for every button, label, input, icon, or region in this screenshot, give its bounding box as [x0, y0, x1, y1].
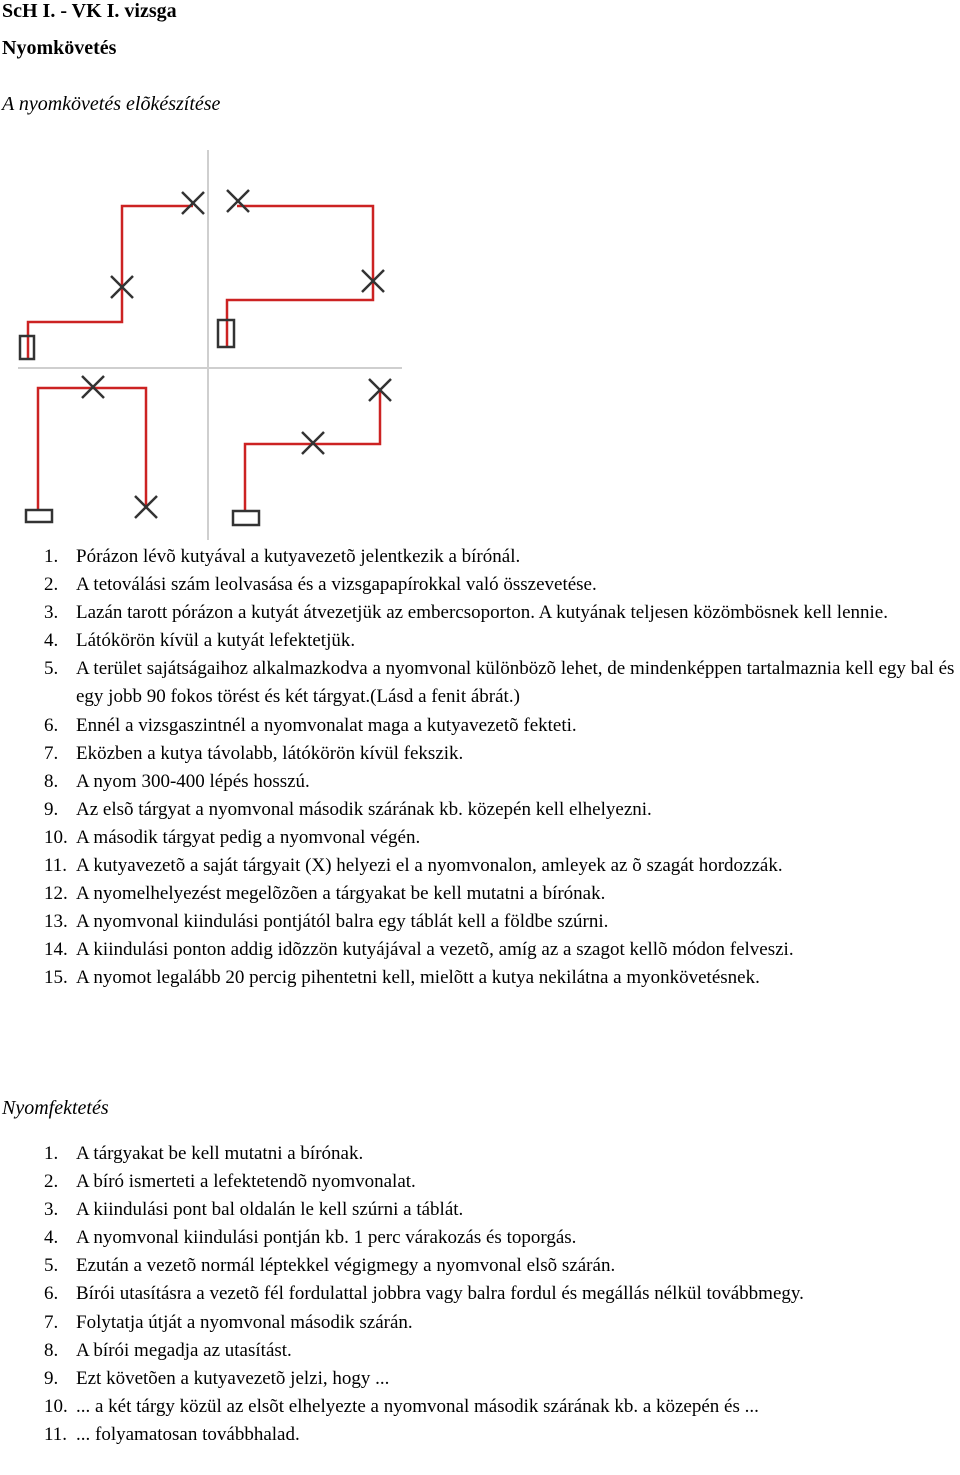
- track-diagram: [0, 140, 420, 540]
- start-sign-icon: [26, 510, 52, 522]
- section-heading-preparation: A nyomkövetés elõkészítése: [2, 93, 221, 115]
- list-item: 5. Ezután a vezetõ normál léptekkel végigmegy a nyomvonal elsõ szárán.: [44, 1255, 616, 1277]
- document-title: ScH I. - VK I. vizsga: [2, 0, 177, 22]
- list-item: 7. Folytatja útját a nyomvonal második szárán.: [44, 1311, 413, 1333]
- list-item: 3. Lazán tarott pórázon a kutyát átvezetjük az embercsoporton. A kutyának teljesen közömbösnek kell lennie.: [44, 602, 888, 624]
- list-item: 10. A második tárgyat pedig a nyomvonal végén.: [44, 826, 421, 848]
- list-item: 1. Pórázon lévõ kutyával a kutyavezetõ jelentkezik a bírónál.: [44, 546, 521, 567]
- list-item: 9. Ezt követõen a kutyavezetõ jelzi, hogy ...: [44, 1367, 390, 1389]
- list-item: 6. Bírói utasításra a vezetõ fél fordulattal jobbra vagy balra fordul és megállás nélkül továbbmegy.: [44, 1283, 804, 1305]
- list-item: 4. A nyomvonal kiindulási pontján kb. 1 perc várakozás és toporgás.: [44, 1227, 577, 1249]
- list-item: 8. A nyom 300-400 lépés hosszú.: [44, 770, 310, 792]
- list-item: 5. A terület sajátságaihoz alkalmazkodva a nyomvonal különbözõ lehet, de mindenképpen tartalmaznia kell egy bal és egy jobb 90 fokos törést és két tárgyat.(Lásd a fenit ábrát.): [44, 658, 955, 708]
- track-bottom-left: [38, 388, 146, 510]
- track-bottom-right: [245, 390, 380, 510]
- list-item: 14. A kiindulási ponton addig idõzzön kutyájával a vezetõ, amíg az a szagot kellõ módon felveszi.: [44, 939, 794, 961]
- track-top-right: [227, 206, 373, 346]
- list-item: 2. A bíró ismerteti a lefektetendõ nyomvonalat.: [44, 1171, 416, 1193]
- list-item: 11. A kutyavezetõ a saját tárgyait (X) helyezi el a nyomvonalon, amleyek az õ szagát hordozzák.: [44, 855, 783, 877]
- list-item: 8. A bírói megadja az utasítást.: [44, 1339, 292, 1361]
- list-item: 2. A tetoválási szám leolvasása és a vizsgapapírokkal való összevetése.: [44, 574, 597, 596]
- list-item: 9. Az elsõ tárgyat a nyomvonal második szárának kb. közepén kell elhelyezni.: [44, 798, 652, 820]
- list-item: 4. Látókörön kívül a kutyát lefektetjük.: [44, 630, 356, 652]
- document-subtitle: Nyomkövetés: [2, 37, 117, 59]
- list-item: 3. A kiindulási pont bal oldalán le kell szúrni a táblát.: [44, 1199, 464, 1221]
- object-x-icon: [227, 190, 249, 212]
- list-item: 7. Eközben a kutya távolabb, látókörön kívül fekszik.: [44, 742, 464, 764]
- list-item: 1. A tárgyakat be kell mutatni a bírónak.: [44, 1143, 364, 1164]
- track-top-left: [28, 206, 193, 358]
- preparation-list: [0, 543, 960, 993]
- list-item: 15. A nyomot legalább 20 percig pihentetni kell, mielõtt a kutya nekilátna a myonkövetésnek.: [44, 967, 760, 989]
- start-sign-icon: [233, 511, 259, 525]
- list-item: 12. A nyomelhelyezést megelõzõen a tárgyakat be kell mutatni a bírónak.: [44, 883, 606, 905]
- list-item: 11. ... folyamatosan továbbhalad.: [44, 1423, 300, 1445]
- section-heading-laying: Nyomfektetés: [2, 1097, 109, 1119]
- laying-list: [0, 1140, 960, 1449]
- list-item: 13. A nyomvonal kiindulási pontjától balra egy táblát kell a földbe szúrni.: [44, 911, 609, 933]
- list-item: 10. ... a két tárgy közül az elsõt elhelyezte a nyomvonal második szárának kb. a közepén és ...: [44, 1395, 759, 1417]
- object-x-icon: [182, 192, 204, 214]
- list-item: 6. Ennél a vizsgaszintnél a nyomvonalat maga a kutyavezetõ fekteti.: [44, 714, 577, 736]
